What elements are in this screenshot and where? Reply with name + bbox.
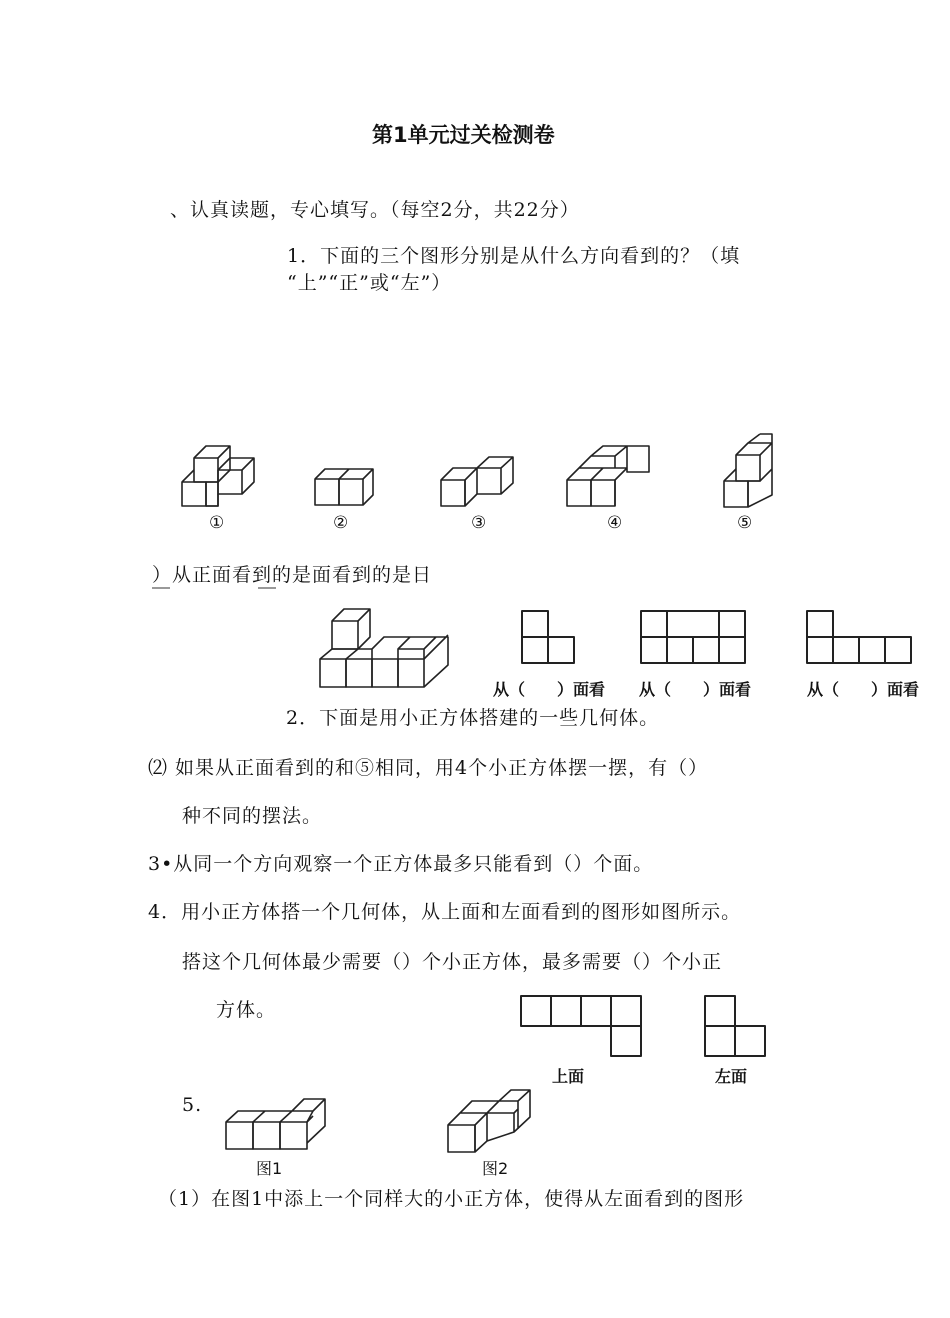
q5-figure-1-label: 图1 xyxy=(256,1159,283,1178)
view-grid-2 xyxy=(640,610,748,666)
figure-label-1: ① xyxy=(209,513,225,533)
question-1-line-1: 1．下面的三个图形分别是从什么方向看到的？（填 xyxy=(287,245,741,267)
question-2-title: 2．下面是用小正方体搭建的一些几何体。 xyxy=(286,707,660,729)
question-1-line-2: “上”“正”或“左”） xyxy=(287,272,452,294)
question-3: 3•从同一个方向观察一个正方体最多只能看到（）个面。 xyxy=(148,853,654,875)
question-4-line-3: 方体。 xyxy=(216,999,277,1021)
figure-label-5: ⑤ xyxy=(737,513,753,533)
cube-figure-4 xyxy=(566,445,651,510)
overlapping-question-text: ）从正面看到的是面看到的是日 xyxy=(152,564,433,586)
view-caption-2: 从（ ）面看 xyxy=(639,680,752,699)
q5-figure-2-label: 图2 xyxy=(482,1159,509,1178)
cube-figure-1 xyxy=(180,432,260,512)
top-view-label: 上面 xyxy=(552,1067,585,1086)
section-heading: 、认真读题，专心填写。（每空2分，共22分） xyxy=(170,199,580,221)
page-title: 第1单元过关检测卷 xyxy=(372,123,555,147)
question-2-part-2-line-1: ⑵ 如果从正面看到的和⑤相同，用4个小正方体摆一摆，有（） xyxy=(148,757,709,779)
question-4-line-2: 搭这个几何体最少需要（）个小正方体，最多需要（）个小正 xyxy=(182,951,723,973)
q5-figure-1 xyxy=(224,1097,329,1153)
cube-figure-2 xyxy=(314,468,379,510)
figure-label-2: ② xyxy=(333,513,349,533)
question-5-number: 5. xyxy=(182,1094,203,1116)
view-caption-3: 从（ ）面看 xyxy=(807,680,920,699)
view-grid-3 xyxy=(806,610,914,666)
view-caption-1: 从（ ）面看 xyxy=(493,680,606,699)
left-view-label: 左面 xyxy=(715,1067,748,1086)
blank-line xyxy=(258,587,276,589)
cube-solid xyxy=(318,607,453,692)
question-5-part-1: （1）在图1中添上一个同样大的小正方体，使得从左面看到的图形 xyxy=(158,1188,745,1210)
cube-figure-3 xyxy=(440,456,520,511)
blank-line xyxy=(152,587,170,589)
top-view-grid xyxy=(520,995,644,1059)
figure-label-3: ③ xyxy=(471,513,487,533)
left-view-grid xyxy=(704,995,768,1059)
figure-label-4: ④ xyxy=(607,513,623,533)
view-grid-1 xyxy=(521,610,577,666)
cube-figure-5 xyxy=(723,433,778,511)
q5-figure-2 xyxy=(446,1089,536,1157)
question-4-line-1: 4．用小正方体搭一个几何体，从上面和左面看到的图形如图所示。 xyxy=(148,901,742,923)
question-2-part-2-line-2: 种不同的摆法。 xyxy=(182,805,323,827)
